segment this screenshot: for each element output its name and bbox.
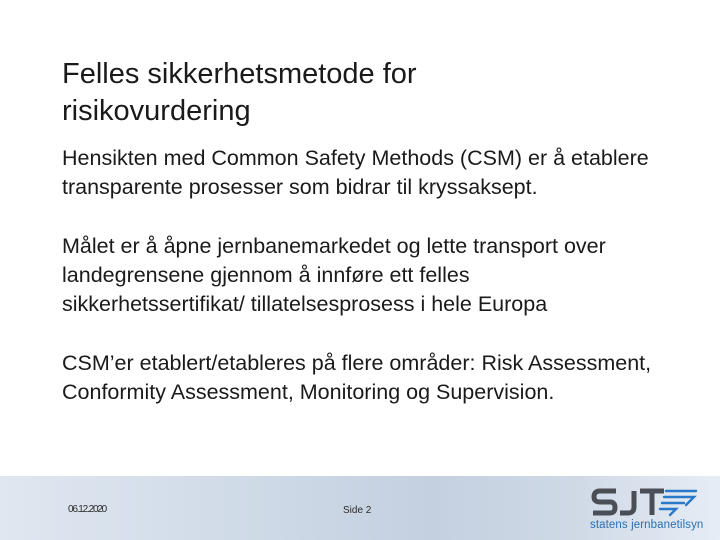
sjt-logo-mark-icon bbox=[590, 485, 700, 519]
paragraph-areas: CSM’er etablert/etableres på flere områder: Risk Assessment, Conformity Assessment, Monitoring og Supervision. bbox=[62, 351, 652, 404]
footer-date: 06.12.2020 bbox=[68, 504, 107, 515]
slide-title-line-2: risikovurdering bbox=[62, 95, 251, 127]
footer-page-number: Side 2 bbox=[343, 505, 372, 516]
logo-text: statens jernbanetilsyn bbox=[590, 519, 704, 531]
slide-body bbox=[62, 144, 652, 407]
paragraph-purpose: Hensikten med Common Safety Methods (CSM) er å etablere transparente prosesser som bidrar til kryssaksept. bbox=[62, 146, 649, 199]
slide-title bbox=[62, 56, 662, 130]
paragraph-goal: Målet er å åpne jernbanemarkedet og lette transport over landegrensene gjennom å innføre ett felles sikkerhetssertifikat/ tillatelsesprosess i hele Europa bbox=[62, 234, 606, 316]
slide-title-line-1: Felles sikkerhetsmetode for bbox=[62, 58, 417, 90]
sjt-logo bbox=[590, 485, 704, 533]
